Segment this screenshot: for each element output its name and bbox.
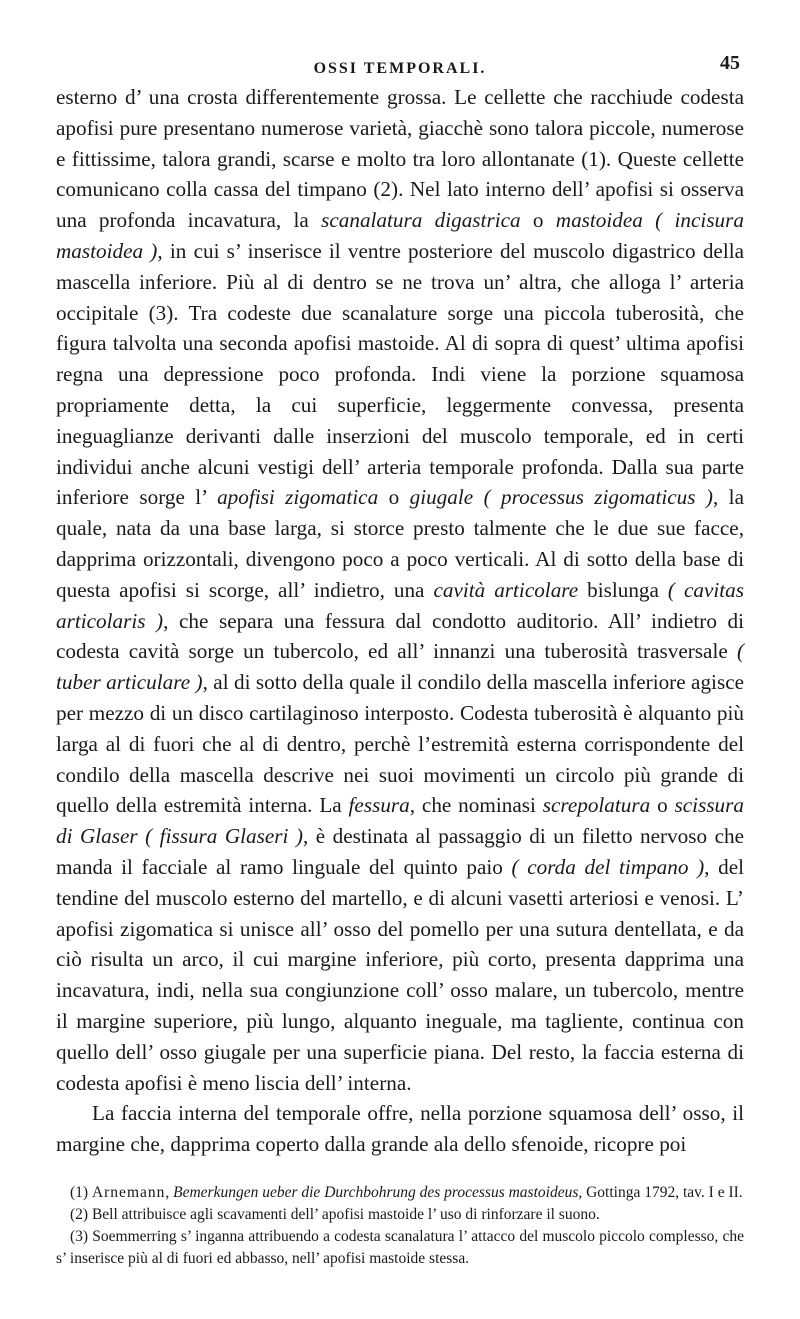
page-number: 45 [720,52,740,74]
italic-term: ( tuber articulare ) [56,639,744,695]
italic-term: fessura [348,793,410,818]
body-text [56,82,744,1160]
text-run: o [650,793,675,818]
text-run: , Gottinga 1792, tav. I e II. [578,1184,743,1201]
italic-term: scissura di Glaser ( fissura Glaseri ) [56,793,744,849]
text-run: , [165,1184,174,1201]
footnote-number: (1) [70,1184,92,1201]
italic-term: screpolatura [542,793,651,818]
italic-term: scanalatura digastrica [321,208,521,233]
italic-term: ( cavitas articolaris ) [56,577,744,633]
footnote-3: (3) Soemmerring s’ inganna attribuendo a codesta scanalatura l’ attacco del muscolo piccolo complesso, che s’ inserisce più al di fuori ed abbasso, nell’ apofisi mastoide stessa. [56,1228,744,1267]
paragraph-2: La faccia interna del temporale offre, nella porzione squamosa dell’ osso, il margine che, dapprima coperto dalla grande ala dello sfenoide, ricopre poi [56,1101,744,1157]
italic-term: ( corda del timpano ) [511,854,705,879]
text-run: , al di sotto della quale il condilo della mascella inferiore agisce per mezzo di un disco cartilaginoso interposto. Codesta tuberosità è alquanto più larga al di fuori che al di dentro, perchè l’estremità esterna corrispondente del condilo della mascella descrive nei suoi movimenti un circolo più grande di quello della estremità interna. La [56,670,744,818]
footnote-title: Bemerkungen ueber die Durchbohrung des processus mastoideus [173,1184,579,1201]
text-run: , è destinata al passaggio di un filetto nervoso che manda il facciale al ramo linguale del quinto paio [56,824,744,879]
text-run: bislunga [578,577,668,602]
text-run: o [378,485,410,510]
footnote-2: (2) Bell attribuisce agli scavamenti dell’ apofisi mastoide l’ uso di rinforzare il suono. [70,1206,600,1223]
page-header [0,52,800,82]
running-head: OSSI TEMPORALI. [313,60,487,77]
footnote-author: Arnemann [91,1184,166,1201]
italic-term: apofisi zigomatica [217,485,379,510]
text-run: , in cui s’ inserisce il ventre posteriore del muscolo digastrico della mascella inferiore. Più al di dentro se ne trova un’ altra, che alloga l’ arteria occipitale (3). Tra codeste due scanalature sorge una piccola tuberosità, che figura talvolta una seconda apofisi mastoide. Al di sopra di quest’ ultima apofisi regna una depressione poco profonda. Indi viene la porzione squamosa propriamente detta, la cui superficie, leggermente convessa, presenta ineguaglianze derivanti dalle inserzioni del muscolo temporale, ed in certi individui anche alcuni vestigi dell’ arteria temporale profonda. Dalla sua parte inferiore sorge l’ [56,238,745,510]
footnotes [56,1182,744,1270]
text-run: , del tendine del muscolo esterno del martello, e di alcuni vasetti arteriosi e venosi. L’ apofisi zigomatica si unisce all’ osso del pomello per una sutura dentellata, e da ciò risulta un arco, il cui margine inferiore, più corto, presenta dapprima una incavatura, indi, nella sua congiunzione coll’ osso malare, un tubercolo, mentre il margine superiore, più lungo, alquanto ineguale, ma tagliente, continua con quello dell’ osso giugale per una superficie piana. Del resto, la faccia esterna di codesta apofisi è meno liscia dell’ interna. [56,854,744,1095]
italic-term: cavità articolare [433,577,579,602]
text-run: esterno d’ una crosta differentemente grossa. Le cellette che racchiude codesta apofisi pure presentano numerose varietà, giacchè sono talora piccole, numerose e fittissime, talora grandi, scarse e molto tra loro allontanate (1). Queste cellette comunicano colla cassa del timpano (2). Nel lato interno dell’ apofisi si osserva una profonda incavatura, la [56,85,744,233]
footnote-1 [56,1182,744,1204]
text-run: , la quale, nata da una base larga, si storce presto talmente che le due sue facce, dapprima orizzontali, divengono poco a poco verticali. Al di sotto della base di questa apofisi si scorge, all’ indietro, una [56,485,744,602]
text-run: , che separa una fessura dal condotto auditorio. All’ indietro di codesta cavità sorge un tubercolo, ed all’ innanzi una tuberosità trasversale [56,608,744,664]
text-run: o [520,208,556,233]
italic-term: mastoidea ( incisura mastoidea ) [56,208,744,263]
paragraph-1 [56,82,744,1098]
text-run: , che nominasi [409,793,543,818]
italic-term: giugale ( processus zigomaticus ) [409,485,713,510]
